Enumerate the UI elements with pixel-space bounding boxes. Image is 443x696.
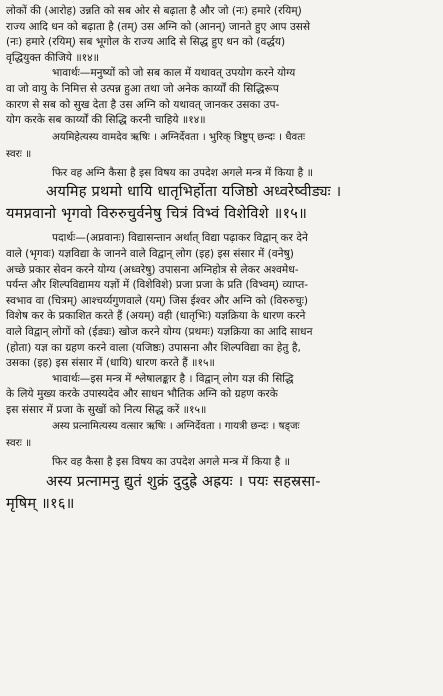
text-line: पदार्थः—(अप्नवानः) विद्यासन्तान अर्थात् विद्या पढ़ाकर विद्वान् कर देने [52,232,308,245]
text-line: विशेष कर के प्रकाशित करते हैं (अयम्) वही (धातृभिः) यज्ञक्रिया के धारण करने [6,310,306,323]
text-line: अच्छे प्रकार सेवन करने योग्य (अध्वरेषु) उपासना अग्निहोत्र से लेकर अश्वमेध- [6,263,299,276]
text-line: स्वभाव वा (चित्रम्) आश्चर्य्यगुणवाले (यम्) जिस ईश्वर और अग्नि को (विरुरुचुः) [6,294,309,307]
text-line: पर्यन्त और शिल्पविद्यामय यज्ञों में (विशेविशे) प्रजा प्रजा के प्रति (विभ्वम्) व्याप्त- [6,279,309,292]
mantra-15 [6,181,437,225]
meta-line: अस्य प्रत्नामित्यस्य वत्सार ऋषिः । अग्निर्देवता । गायत्री छन्दः । षड्जः [52,421,300,433]
text-line: (होता) यज्ञ का ग्रहण करने वाला (यजिष्ठः) उपासना और शिल्पविद्या का हेतु है, [6,341,301,354]
intro-line: फिर वह कैसा है इस विषय का उपदेश अगले मन्त्र में किया है ॥ [52,456,290,469]
mantra-15-meta [6,129,437,163]
text-line: वा जो वायु के निमित्त से उत्पन्न हुआ तथा जो अनेक कार्य्यों की सिद्धिरूप [6,82,279,95]
text-line: वृद्धियुक्त कीजिये ॥१४॥ [6,51,100,64]
text-line: कारण से सब को सुख देता है उस अग्नि को यथावत् जानकर उसका उप- [6,98,280,111]
intro-line: फिर वह अग्नि कैसा है इस विषय का उपदेश अगले मन्त्र में किया है ॥ [52,166,313,179]
text-line: योग करके सब कार्य्यों की सिद्धि करनी चाहिये ॥१४॥ [6,114,206,127]
text-line: के लिये मुख्य करके उपास्यदेव और साधन भौतिक अग्नि को ग्रहण करके [6,388,278,401]
mantra-16 [6,471,437,515]
bhavartha-14 [6,66,437,128]
mantra-line: मृषिम् ॥१६॥ [6,495,75,513]
text-line: इस संसार में प्रजा के सुखों को नित्य सिद्ध करें ॥१५॥ [6,403,207,416]
text-line: (नः) हमारे (रयिम्) सब भूगोल के राज्य आदि से सिद्ध हुए धन को (वर्द्धय) [6,36,286,49]
meta-line: स्वरः ॥ [6,438,32,450]
text-line: भावार्थः—इस मन्त्र में श्लेषालङ्कार है । विद्वान् लोग यज्ञ की सिद्धि [52,372,294,385]
text-line: लोकों की (आरोह) उन्नति को सब ओर से बढ़ाता है और जो (नः) हमारे (रयिम्) [6,5,302,17]
text-line: वाले (भृगवः) यज्ञविद्या के जानने वाले विद्वान् लोग (इह) इस संसार में (वनेषु) [6,247,294,260]
text-line: उसका (इह) इस संसार में (धायि) धारण करते हैं ॥१५॥ [6,357,215,370]
mantra-line: अयमिह प्रथमो धायि धातृभिर्होता यजिष्ठो अध्वरेष्वीड्यः । [46,183,342,201]
text-line: राज्य आदि धन को बढ़ाता है (तम्) उस अग्नि को (आनन्) जानते हुए आप उससे [6,20,311,33]
meta-line: अयमिहेत्यस्य वामदेव ऋषिः । अग्निर्देवता । भुरिक् त्रिष्टुप् छन्दः । धैवतः [52,131,306,143]
commentary-continuation [6,4,437,66]
text-line: भावार्थः—मनुष्यों को जो सब काल में यथावत् उपयोग करने योग्य [52,67,296,80]
padartha-15 [6,231,437,371]
text-line: वाले विद्वान् लोगों को (ईड्यः) खोज करने योग्य (प्रथमः) यज्ञक्रिया का आदि साधन [6,325,313,338]
mantra-line: यमप्नवानो भृगवो विरुरुचुर्वनेषु चित्रं विभ्वं विशेविशे ॥१५॥ [6,205,308,223]
meta-line: स्वरः ॥ [6,148,32,160]
mantra-line: अस्य प्रत्नामनु द्युतं शुक्रं दुदुह्रे अह्रयः । पयः सहस्रसा- [46,473,321,491]
bhavartha-15 [6,372,437,419]
mantra-16-meta [6,418,437,452]
